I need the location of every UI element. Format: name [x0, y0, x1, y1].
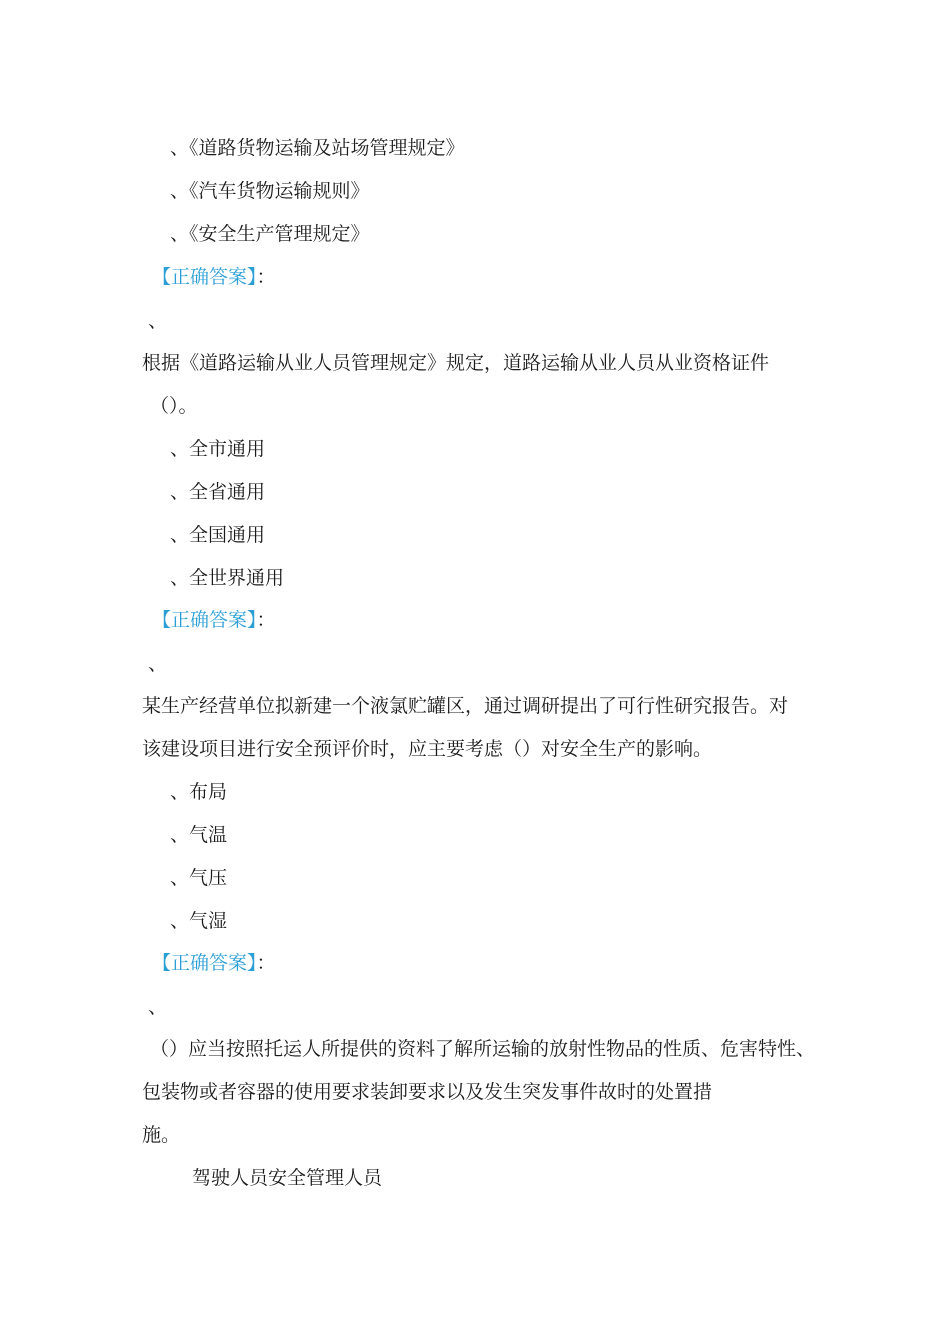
option-b: 、气温	[170, 824, 228, 846]
option-c: 、《安全生产管理规定》	[170, 223, 370, 245]
option-a: 、全市通用	[170, 438, 266, 460]
option-b: 、全省通用	[170, 481, 266, 503]
option-c: 、气压	[170, 867, 228, 889]
question-stem-line-3: 施。	[142, 1124, 181, 1146]
option-d: 、气湿	[170, 910, 228, 932]
answer-colon: ：	[256, 266, 276, 288]
correct-answer-label	[152, 951, 276, 975]
option-a: 、布局	[170, 781, 228, 803]
correct-answer-text: 【正确答案】	[152, 266, 257, 288]
question-stem-line-2: 包装物或者容器的使用要求装卸要求以及发生突发事件故时的处置措	[142, 1081, 713, 1103]
option-line: 驾驶人员安全管理人员	[192, 1167, 383, 1189]
option-a: 、《道路货物运输及站场管理规定》	[170, 137, 465, 159]
question-stem-line-2: 该建设项目进行安全预评价时，应主要考虑（）对安全生产的影响。	[142, 738, 713, 760]
correct-answer-text: 【正确答案】	[152, 609, 257, 631]
question-stem-line-1: （）应当按照托运人所提供的资料了解所运输的放射性物品的性质、危害特性、	[150, 1038, 816, 1060]
answer-colon: ：	[256, 952, 276, 974]
correct-answer-text: 【正确答案】	[152, 952, 257, 974]
question-number-mark: 、	[148, 310, 168, 332]
question-stem-line-1: 某生产经营单位拟新建一个液氯贮罐区，通过调研提出了可行性研究报告。对	[142, 695, 789, 717]
option-b: 、《汽车货物运输规则》	[170, 180, 370, 202]
question-number-mark: 、	[148, 996, 168, 1018]
question-stem-line-2: （）。	[150, 395, 198, 417]
option-d: 、全世界通用	[170, 567, 285, 589]
correct-answer-label	[152, 608, 276, 632]
answer-colon: ：	[256, 609, 276, 631]
correct-answer-label	[152, 265, 276, 289]
question-number-mark: 、	[148, 653, 168, 675]
option-c: 、全国通用	[170, 524, 266, 546]
question-stem-line-1: 根据《道路运输从业人员管理规定》规定，道路运输从业人员从业资格证件	[142, 352, 770, 374]
